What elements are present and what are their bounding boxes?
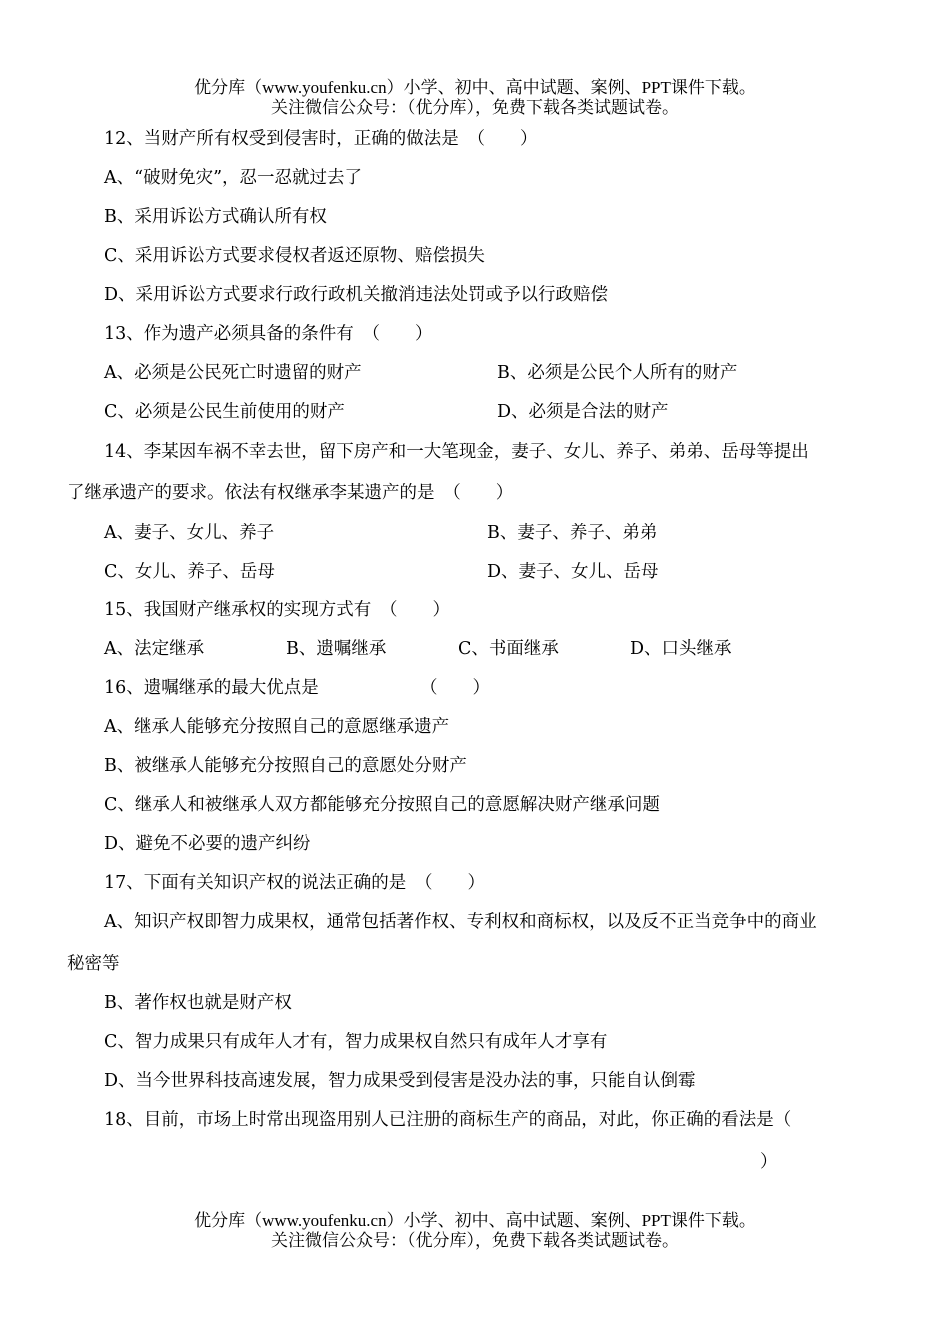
q16-option-c: C、继承人和被继承人双方都能够充分按照自己的意愿解决财产继承问题 xyxy=(104,795,660,815)
q15-option-d: D、口头继承 xyxy=(630,639,732,659)
q16-option-b: B、被继承人能够充分按照自己的意愿处分财产 xyxy=(104,756,467,776)
q12-option-b: B、采用诉讼方式确认所有权 xyxy=(104,207,327,227)
q12-stem: 12、当财产所有权受到侵害时，正确的做法是 （ ） xyxy=(104,129,538,149)
q17-option-c: C、智力成果只有成年人才有，智力成果权自然只有成年人才享有 xyxy=(104,1032,608,1052)
header-line-2: 关注微信公众号：（优分库），免费下载各类试题试卷。 xyxy=(271,98,679,117)
q16-answer-blank: （ ） xyxy=(420,678,490,698)
q13-option-a: A、必须是公民死亡时遗留的财产 xyxy=(104,363,362,383)
q14-option-c: C、女儿、养子、岳母 xyxy=(104,562,275,582)
q18-stem: 18、目前，市场上时常出现盗用别人已注册的商标生产的商品，对此，你正确的看法是（ xyxy=(104,1110,792,1130)
q16-option-a: A、继承人能够充分按照自己的意愿继承遗产 xyxy=(104,717,450,737)
header-line-1: 优分库（www.youfenku.cn）小学、初中、高中试题、案例、PPT课件下载。 xyxy=(194,78,756,97)
q14-option-d: D、妻子、女儿、岳母 xyxy=(487,562,659,582)
q13-stem: 13、作为遗产必须具备的条件有 （ ） xyxy=(104,324,433,344)
q17-option-b: B、著作权也就是财产权 xyxy=(104,993,292,1013)
q12-option-a: A、“破财免灾”，忍一忍就过去了 xyxy=(104,168,363,188)
q14-option-a: A、妻子、女儿、养子 xyxy=(104,523,275,543)
q15-stem: 15、我国财产继承权的实现方式有 （ ） xyxy=(104,600,451,620)
q17-option-a-line-2: 秘密等 xyxy=(67,954,120,974)
q18-answer-close: ） xyxy=(760,1152,778,1172)
q13-option-b: B、必须是公民个人所有的财产 xyxy=(497,363,738,383)
q17-option-d: D、当今世界科技高速发展，智力成果受到侵害是没办法的事，只能自认倒霉 xyxy=(104,1071,696,1091)
page-footer xyxy=(0,1211,950,1251)
page-header xyxy=(0,78,950,118)
footer-line-1: 优分库（www.youfenku.cn）小学、初中、高中试题、案例、PPT课件下载。 xyxy=(194,1211,756,1230)
q13-option-c: C、必须是公民生前使用的财产 xyxy=(104,402,345,422)
q14-stem-line-1: 14、李某因车祸不幸去世，留下房产和一大笔现金，妻子、女儿、养子、弟弟、岳母等提出 xyxy=(104,442,809,462)
q12-option-d: D、采用诉讼方式要求行政行政机关撤消违法处罚或予以行政赔偿 xyxy=(104,285,609,305)
q13-option-d: D、必须是合法的财产 xyxy=(497,402,669,422)
q16-option-d: D、避免不必要的遗产纠纷 xyxy=(104,834,311,854)
q15-option-a: A、法定继承 xyxy=(104,639,205,659)
q16-stem: 16、遗嘱继承的最大优点是 xyxy=(104,678,319,698)
footer-line-2: 关注微信公众号：（优分库），免费下载各类试题试卷。 xyxy=(271,1231,679,1250)
q15-option-b: B、遗嘱继承 xyxy=(286,639,387,659)
q17-stem: 17、下面有关知识产权的说法正确的是 （ ） xyxy=(104,873,486,893)
q17-option-a-line-1: A、知识产权即智力成果权，通常包括著作权、专利权和商标权，以及反不正当竞争中的商业 xyxy=(104,912,817,932)
q14-stem-line-2: 了继承遗产的要求。依法有权继承李某遗产的是 （ ） xyxy=(67,483,514,503)
q15-option-c: C、书面继承 xyxy=(458,639,559,659)
q12-option-c: C、采用诉讼方式要求侵权者返还原物、赔偿损失 xyxy=(104,246,485,266)
q14-option-b: B、妻子、养子、弟弟 xyxy=(487,523,658,543)
